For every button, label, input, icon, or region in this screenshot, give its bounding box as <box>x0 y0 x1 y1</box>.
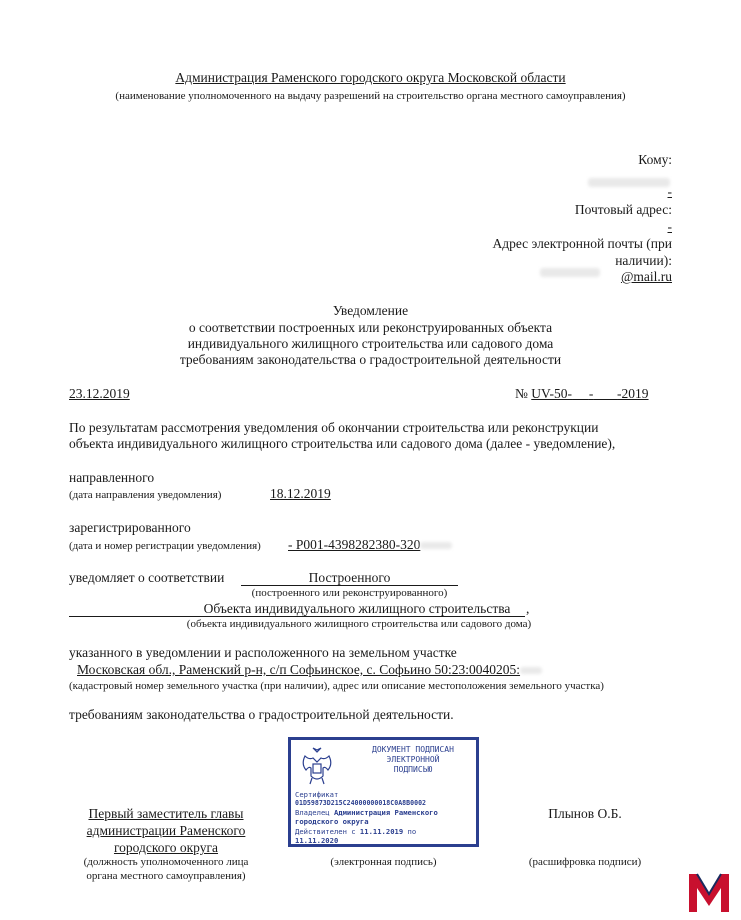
owner-value-1: Администрация Раменского <box>333 808 438 817</box>
redacted-registration <box>420 542 452 549</box>
stamp-title-2: ЭЛЕКТРОННОЙ <box>386 755 440 764</box>
authority-caption: (наименование уполномоченного на выдачу разрешений на строительство органа местного самоуправления) <box>115 90 626 102</box>
doc-number <box>515 386 649 402</box>
email-value: @mail.ru <box>620 269 672 284</box>
esign-caption: (электронная подпись) <box>330 856 437 868</box>
location-label: указанного в уведомлении и расположенного на земельном участке <box>69 645 457 660</box>
number-prefix: № <box>515 386 528 401</box>
redacted-email <box>540 264 600 282</box>
redacted-cadastral <box>520 667 542 674</box>
authority-text: Администрация Раменского городского округа Московской области <box>175 70 566 85</box>
postal-value: - <box>667 219 672 234</box>
doc-title-line2: о соответствии построенных или реконструированных объекта <box>188 320 553 335</box>
signer-position-line2: администрации Раменского <box>86 823 246 838</box>
e-signature-stamp <box>288 737 479 847</box>
owner-label: Владелец <box>295 808 330 817</box>
object-text: Объекта индивидуального жилищного строительства <box>203 601 511 616</box>
notifies-value: Построенного <box>241 570 458 586</box>
registered-number: - P001-4398282380-320 <box>288 537 421 552</box>
name-caption: (расшифровка подписи) <box>528 856 642 868</box>
cert-value: 01D59873D215C24000000018C0A8B0002 <box>295 799 427 807</box>
to-label: Кому: <box>638 152 672 167</box>
owner-line <box>295 808 438 817</box>
redacted-recipient <box>588 174 670 192</box>
email-label-2: наличии): <box>615 253 672 268</box>
registered-value <box>288 537 452 553</box>
intro-line1: По результатам рассмотрения уведомления об окончании строительства или реконструкции <box>69 420 599 435</box>
object-value <box>69 601 525 617</box>
position-caption-line1: (должность уполномоченного лица <box>83 856 249 868</box>
doc-title: Уведомление <box>332 303 409 318</box>
intro-line2: объекта индивидуального жилищного строительства или садового дома (далее - уведомление), <box>69 436 616 451</box>
notifies-caption: (построенного или реконструированного) <box>251 587 448 599</box>
signer-name: Плынов О.Б. <box>548 806 622 821</box>
registered-label: зарегистрированного <box>69 520 191 535</box>
coat-of-arms-icon <box>299 746 335 786</box>
sent-label: направленного <box>69 470 155 485</box>
location-text: Московская обл., Раменский р-н, с/п Софьинское, с. Софьино 50:23:0040205: <box>77 662 521 677</box>
doc-title-line3: индивидуального жилищного строительства или садового дома <box>187 336 554 351</box>
object-caption: (объекта индивидуального жилищного строительства или садового дома) <box>186 618 532 630</box>
location-value <box>69 662 542 678</box>
location-caption: (кадастровый номер земельного участка (при наличии), адрес или описание местоположения земельного участка) <box>69 680 604 692</box>
number-part3: -2019 <box>617 386 649 401</box>
conclusion: требованиям законодательства о градостроительной деятельности. <box>69 707 454 722</box>
number-value <box>531 386 648 401</box>
m-logo-icon <box>686 870 732 914</box>
recipient-dash-1: - <box>667 184 672 199</box>
signer-position-line3: городского округа <box>113 840 219 855</box>
sent-caption: (дата направления уведомления) <box>69 489 222 501</box>
validity-line <box>295 827 416 836</box>
sent-date: 18.12.2019 <box>270 486 331 501</box>
doc-title-line4: требованиям законодательства о градостроительной деятельности <box>179 352 562 367</box>
email-label-1: Адрес электронной почты (при <box>492 236 672 251</box>
position-caption-line2: органа местного самоуправления) <box>86 870 246 882</box>
object-comma: , <box>526 601 530 616</box>
valid-to: 11.11.2020 <box>295 836 339 845</box>
stamp-title-1: ДОКУМЕНТ ПОДПИСАН <box>372 745 454 754</box>
owner-value-2: городского округа <box>295 817 369 826</box>
stamp-title-3: ПОДПИСЬЮ <box>393 765 433 774</box>
valid-to-label: по <box>407 827 417 836</box>
number-part1: UV-50- <box>531 386 573 401</box>
stamp-title <box>353 745 473 775</box>
valid-from: 11.11.2019 <box>359 827 404 836</box>
postal-label: Почтовый адрес: <box>574 202 672 217</box>
number-part2: - <box>588 386 594 401</box>
signer-position-line1: Первый заместитель главы <box>88 806 244 821</box>
authority-name <box>0 70 741 86</box>
cert-label: Сертификат <box>295 790 339 799</box>
valid-label: Действителен с <box>295 827 356 836</box>
registered-caption: (дата и номер регистрации уведомления) <box>69 540 261 552</box>
doc-date: 23.12.2019 <box>69 386 130 401</box>
notifies-label: уведомляет о соответствии <box>69 570 225 585</box>
